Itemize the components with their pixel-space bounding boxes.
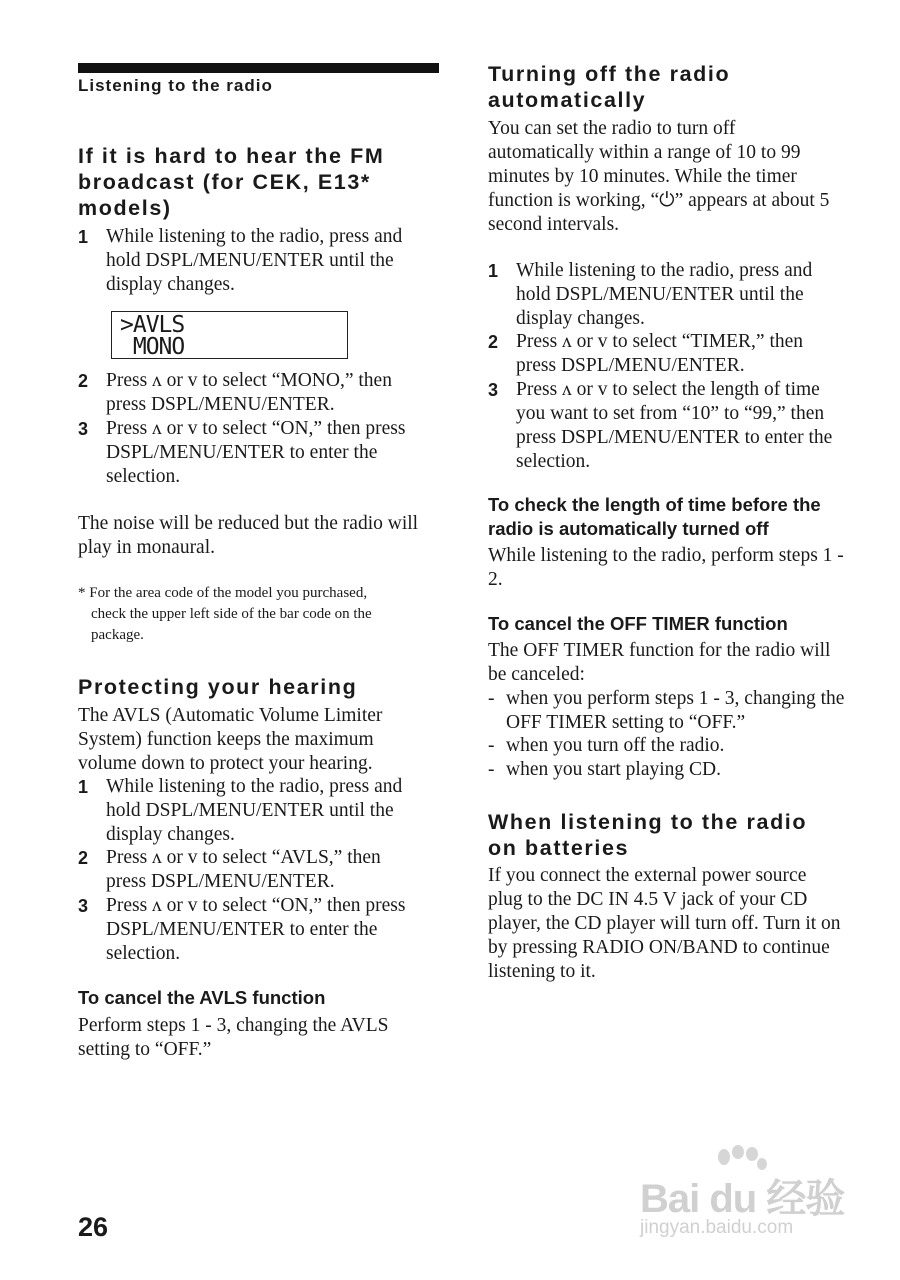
intro-line: volume down to protect your hearing. xyxy=(78,753,373,774)
intro-line: The AVLS (Automatic Volume Limiter xyxy=(78,705,383,726)
step-number: 2 xyxy=(78,371,89,391)
step-text: you want to set from “10” to “99,” then xyxy=(516,403,825,424)
step-text: press DSPL/MENU/ENTER. xyxy=(106,394,335,415)
fm-heading xyxy=(78,143,384,221)
step-text: DSPL/MENU/ENTER to enter the xyxy=(106,919,378,940)
cancel-line: setting to “OFF.” xyxy=(78,1039,212,1060)
step-text: hold DSPL/MENU/ENTER until the xyxy=(106,800,394,821)
intro-line: function is working, “⏻” appears at about 5 xyxy=(488,190,830,211)
dash-bullet: - xyxy=(488,688,495,709)
step-text: hold DSPL/MENU/ENTER until the xyxy=(106,250,394,271)
body-line: by pressing RADIO ON/BAND to continue xyxy=(488,937,830,958)
check-heading-line: To check the length of time before the xyxy=(488,494,821,515)
step-number: 1 xyxy=(78,777,89,797)
section-label: Listening to the radio xyxy=(78,76,273,95)
avls-cancel-heading: To cancel the AVLS function xyxy=(78,987,326,1008)
step-number: 3 xyxy=(78,896,89,916)
step-text: While listening to the radio, press and xyxy=(106,226,403,247)
cancel-item-text: OFF TIMER setting to “OFF.” xyxy=(506,712,746,733)
cancel-item-text: when you perform steps 1 - 3, changing the xyxy=(506,688,845,709)
step-text: press DSPL/MENU/ENTER to enter the xyxy=(516,427,833,448)
step-text: press DSPL/MENU/ENTER. xyxy=(106,871,335,892)
timer-heading-line: Turning off the radio xyxy=(488,62,731,86)
intro-line: second intervals. xyxy=(488,214,620,235)
watermark-logo: Bai du 经验 xyxy=(640,1177,845,1221)
lcd-display xyxy=(111,311,348,359)
intro-line: System) function keeps the maximum xyxy=(78,729,374,750)
timer-intro xyxy=(488,117,829,237)
footnote-line: check the upper left side of the bar code on the xyxy=(91,606,372,622)
check-line: While listening to the radio, perform steps 1 - xyxy=(488,545,844,566)
timer-cancel-heading: To cancel the OFF TIMER function xyxy=(488,613,788,634)
note-line: The noise will be reduced but the radio will xyxy=(78,513,419,534)
watermark xyxy=(640,1145,850,1245)
note-line: play in monaural. xyxy=(78,537,216,558)
lcd-line: >AVLS xyxy=(120,312,185,338)
hearing-heading: Protecting your hearing xyxy=(78,675,358,699)
check-text xyxy=(488,544,844,592)
step-number: 1 xyxy=(78,227,89,247)
fm-note xyxy=(78,512,418,560)
step-number: 3 xyxy=(78,419,89,439)
step-text: selection. xyxy=(106,466,181,487)
fm-heading-line: If it is hard to hear the FM xyxy=(78,144,385,168)
footnote xyxy=(78,583,372,646)
step-text: display changes. xyxy=(106,274,235,295)
cancel-intro-line: be canceled: xyxy=(488,664,585,685)
step-number: 1 xyxy=(488,261,499,281)
fm-heading-line: broadcast (for CEK, E13* xyxy=(78,170,371,194)
intro-line: minutes by 10 minutes. While the timer xyxy=(488,166,797,187)
intro-line: You can set the radio to turn off xyxy=(488,118,736,139)
timer-cancel-intro xyxy=(488,639,830,687)
dash-bullet: - xyxy=(488,735,495,756)
step-text: While listening to the radio, press and xyxy=(106,776,403,797)
batteries-heading xyxy=(488,809,807,861)
step-text: Press ʌ or v to select “AVLS,” then xyxy=(106,847,381,868)
body-line: player, the CD player will turn off. Turn it on xyxy=(488,913,841,934)
step-text: DSPL/MENU/ENTER to enter the xyxy=(106,442,378,463)
body-line: listening to it. xyxy=(488,961,596,982)
batteries-text xyxy=(488,864,841,984)
step-text: While listening to the radio, press and xyxy=(516,260,813,281)
check-line: 2. xyxy=(488,569,503,590)
step-text: display changes. xyxy=(106,824,235,845)
hearing-intro xyxy=(78,704,382,776)
step-text: press DSPL/MENU/ENTER. xyxy=(516,355,745,376)
cancel-line: Perform steps 1 - 3, changing the AVLS xyxy=(78,1015,389,1036)
intro-line: automatically within a range of 10 to 99 xyxy=(488,142,801,163)
cancel-intro-line: The OFF TIMER function for the radio will xyxy=(488,640,831,661)
lcd-line: MONO xyxy=(120,334,185,360)
cancel-item-text: when you turn off the radio. xyxy=(506,735,725,756)
cancel-item-text: when you start playing CD. xyxy=(506,759,722,780)
step-text: selection. xyxy=(106,943,181,964)
page-number: 26 xyxy=(78,1212,109,1242)
footnote-line: * For the area code of the model you purchased, xyxy=(78,585,368,601)
step-text: Press ʌ or v to select “ON,” then press xyxy=(106,418,406,439)
step-number: 2 xyxy=(78,848,89,868)
step-text: Press ʌ or v to select “TIMER,” then xyxy=(516,331,804,352)
avls-cancel-text xyxy=(78,1014,389,1062)
fm-heading-line: models) xyxy=(78,196,172,220)
step-text: selection. xyxy=(516,451,591,472)
batteries-heading-line: When listening to the radio xyxy=(488,810,808,834)
step-number: 2 xyxy=(488,332,499,352)
batteries-heading-line: on batteries xyxy=(488,836,630,860)
step-text: hold DSPL/MENU/ENTER until the xyxy=(516,284,804,305)
step-text: Press ʌ or v to select the length of time xyxy=(516,379,820,400)
body-line: If you connect the external power source xyxy=(488,865,807,886)
dash-bullet: - xyxy=(488,759,495,780)
check-heading xyxy=(488,493,821,541)
check-heading-line: radio is automatically turned off xyxy=(488,518,769,539)
watermark-url: jingyan.baidu.com xyxy=(640,1217,794,1238)
section-bar xyxy=(78,63,439,73)
step-text: Press ʌ or v to select “ON,” then press xyxy=(106,895,406,916)
step-number: 3 xyxy=(488,380,499,400)
body-line: plug to the DC IN 4.5 V jack of your CD xyxy=(488,889,808,910)
step-text: display changes. xyxy=(516,308,645,329)
timer-heading-line: automatically xyxy=(488,88,647,112)
footnote-line: package. xyxy=(91,627,144,643)
step-text: Press ʌ or v to select “MONO,” then xyxy=(106,370,392,391)
timer-heading xyxy=(488,61,730,113)
